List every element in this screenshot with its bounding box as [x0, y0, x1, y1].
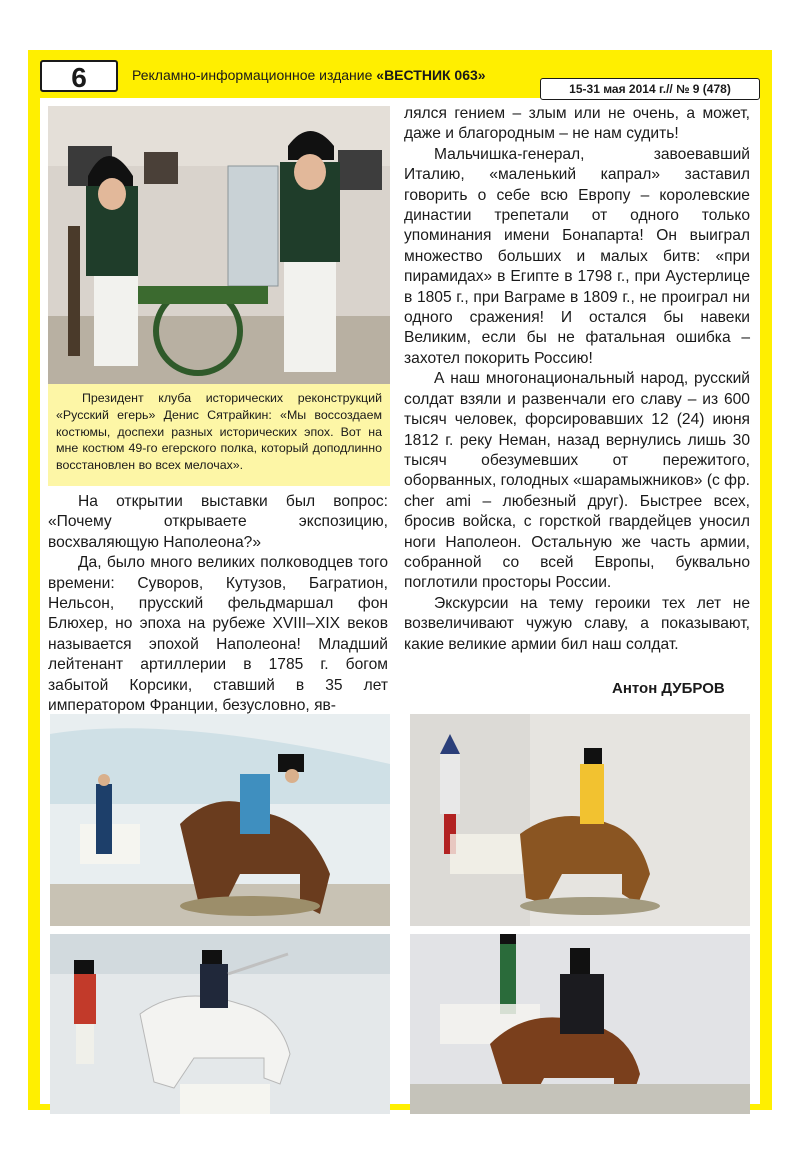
main-photo-reenactors: [48, 106, 390, 384]
article-paragraph: Экскурсии на тему героики тех лет не возвеличивают чужую славу, а показывают, какие великие армии бил наш солдат.: [404, 594, 750, 653]
photo-figurine-hussar-blue: [50, 714, 390, 926]
article-paragraph: На открытии выставки был вопрос: «Почему открываете экспозицию, восхваляющую Наполеона?»: [48, 493, 388, 551]
publication-prefix: Рекламно-информационное издание: [132, 67, 377, 83]
article-author: Антон ДУБРОВ: [612, 680, 725, 697]
article-paragraph: Мальчишка-генерал, завоевавший Италию, «маленький капрал» заставил говорить о себе всю Европу – королевские династии трепетали от одного только упоминания имени Бонапарта! Он выиграл множество больших и малых битв: «при пирамидах» в Египте в 1798 г., при Аустерлице в 1805 г., при Ваграме в 1809 г., не проиграл ни одного сражения! И остался бы навеки Великим, если бы не фатальная ошибка – захотел покорить Россию!: [404, 145, 750, 367]
photo-caption: Президент клуба исторических реконструкций «Русский егерь» Денис Сятрайкин: «Мы воссоздаем костюмы, доспехи разных исторических эпох. Вот на мне костюм 49-го егерского полка, который доподлинно восстановлен во всех мелочах».: [48, 384, 390, 486]
article-paragraph-continuation: лялся гением – злым или не очень, а может, даже и благородным – не нам судить!: [404, 105, 750, 143]
article-paragraph: Да, было много великих полководцев того времени: Суворов, Кутузов, Багратион, Нельсон, прусский фельдмаршал фон Блюхер, но эпоха на рубеже XVIII–XIX веков называется эпохой Наполеона! Младший лейтенант артиллерии в 1785 г. богом забытой Корсики, ставший в 35 лет императором Франции, безусловно, яв-: [48, 554, 388, 715]
photo-figurine-hussar-yellow: [410, 714, 750, 926]
publication-title: [132, 67, 486, 83]
issue-date: 15-31 мая 2014 г.// № 9 (478): [540, 78, 760, 100]
publication-name: «ВЕСТНИК 063»: [376, 67, 486, 83]
photo-figurine-officer-white-horse: [50, 934, 390, 1114]
right-column-text: [404, 104, 750, 655]
left-column-text: [48, 492, 388, 716]
page-number: 6: [40, 60, 118, 92]
photo-figurine-hussar-black: [410, 934, 750, 1114]
article-paragraph: А наш многонациональный народ, русский солдат взяли и развенчали его славу – из 600 тысяч человек, форсировавших 12 (24) июня 1812 г. реку Неман, назад вернулись лишь 30 тысяч обезумевших от пережитого, оборванных, голодных «шарамыжников» (с фр. cher ami – любезный друг). Быстрее всех, бросив войска, с горсткой гвардейцев уносил ноги Наполеон. Остальную же часть армии, собранной со всей Европы, буквально поглотили просторы России.: [404, 370, 750, 592]
